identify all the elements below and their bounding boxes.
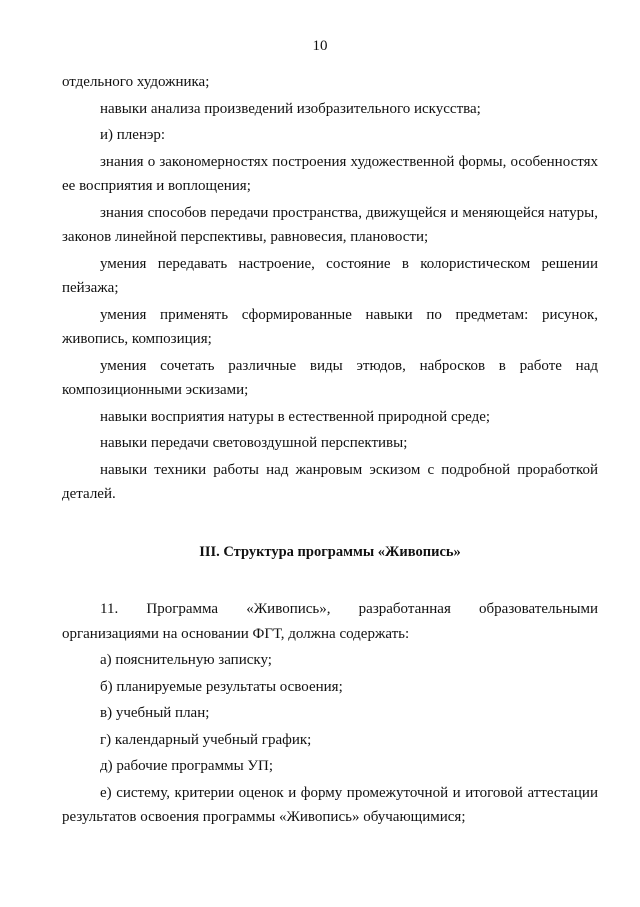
paragraph: навыки техники работы над жанровым эскизом с подробной проработкой деталей. — [62, 461, 598, 502]
paragraph: и) пленэр: — [100, 127, 166, 143]
page-number: 10 — [312, 38, 328, 54]
paragraph: навыки передачи световоздушной перспективы; — [100, 435, 408, 451]
list-item: в) учебный план; — [100, 705, 210, 721]
section-heading: III. Структура программы «Живопись» — [199, 543, 461, 560]
list-item: б) планируемые результаты освоения; — [100, 678, 343, 695]
list-item: а) пояснительную записку; — [100, 652, 272, 668]
list-item: д) рабочие программы УП; — [100, 758, 274, 774]
paragraph: знания о закономерностях построения художественной формы, особенностях ее восприятия и воплощения; — [62, 153, 598, 194]
paragraph: 11. Программа «Живопись», разработанная образовательными организациями на основании ФГТ, должна содержать: — [62, 601, 598, 642]
paragraph: отдельного художника; — [62, 74, 210, 90]
paragraph: умения передавать настроение, состояние в колористическом решении пейзажа; — [62, 255, 598, 296]
paragraph: навыки восприятия натуры в естественной природной среде; — [100, 408, 491, 425]
list-item: г) календарный учебный график; — [100, 731, 312, 748]
document-body — [62, 70, 598, 830]
list-item: е) систему, критерии оценок и форму промежуточной и итоговой аттестации результатов освоения программы «Живопись» обучающимися; — [62, 784, 598, 825]
paragraph: умения сочетать различные виды этюдов, набросков в работе над композиционными эскизами; — [62, 357, 598, 398]
paragraph: умения применять сформированные навыки по предметам: рисунок, живопись, композиция; — [62, 306, 598, 347]
paragraph: знания способов передачи пространства, движущейся и меняющейся натуры, законов линейной перспективы, равновесия, плановости; — [62, 204, 598, 245]
paragraph: навыки анализа произведений изобразительного искусства; — [100, 100, 481, 117]
